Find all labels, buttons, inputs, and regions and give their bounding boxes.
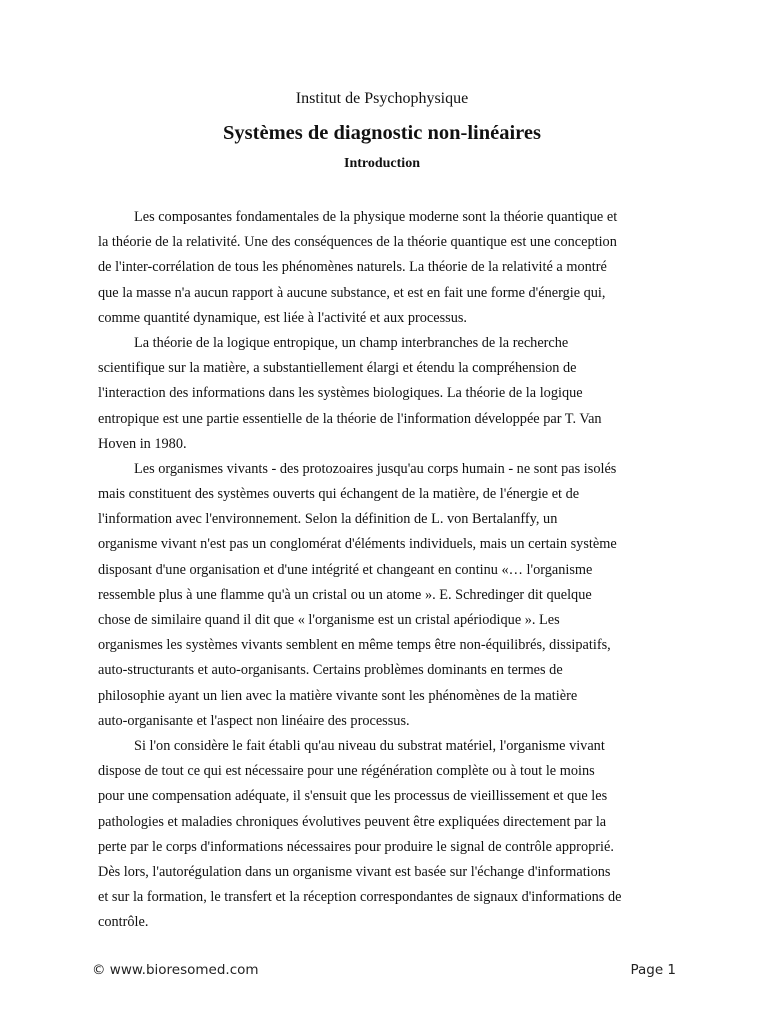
body-text [98, 205, 668, 935]
text-line: chose de similaire quand il dit que « l'organisme est un cristal apériodique ». Les [98, 612, 560, 628]
paragraph-2 [98, 331, 668, 457]
text-line: Si l'on considère le fait établi qu'au niveau du substrat matériel, l'organisme vivant [134, 737, 605, 754]
text-line: auto-organisante et l'aspect non linéaire des processus. [98, 712, 410, 729]
text-line: pathologies et maladies chroniques évolutives peuvent être expliquées directement par la [98, 813, 607, 830]
paragraph-4 [98, 734, 668, 936]
text-line: auto-structurants et auto-organisants. Certains problèmes dominants en termes de [98, 662, 563, 679]
text-line: disposant d'une organisation et d'une intégrité et changeant en continu «… l'organisme [98, 561, 593, 578]
text-line: comme quantité dynamique, est liée à l'activité et aux processus. [98, 309, 468, 326]
text-line: ressemble plus à une flamme qu'à un cristal ou un atome ». E. Schredinger dit quelque [98, 586, 592, 603]
text-line: la théorie de la relativité. Une des conséquences de la théorie quantique est une conception [98, 234, 617, 251]
text-line: l'information avec l'environnement. Selon la définition de L. von Bertalanffy, un [98, 511, 558, 528]
section-heading: Introduction [344, 156, 420, 171]
text-line: Dès lors, l'autorégulation dans un organisme vivant est basée sur l'échange d'informations [98, 863, 611, 880]
text-line: Les composantes fondamentales de la physique moderne sont la théorie quantique et [134, 209, 618, 225]
text-line: mais constituent des systèmes ouverts qui échangent de la matière, de l'énergie et de [98, 486, 580, 503]
text-line: l'interaction des informations dans les systèmes biologiques. La théorie de la logique [98, 385, 583, 402]
text-line: scientifique sur la matière, a substantiellement élargi et étendu la compréhension de [98, 360, 577, 377]
text-line: que la masse n'a aucun rapport à aucune substance, et est en fait une forme d'énergie qui, [98, 284, 606, 301]
text-line: pour une compensation adéquate, il s'ensuit que les processus de vieillissement et que les [98, 788, 608, 805]
text-line: de l'inter-corrélation de tous les phénomènes naturels. La théorie de la relativité a montré [98, 259, 607, 276]
text-line: dispose de tout ce qui est nécessaire pour une régénération complète ou à tout le moins [98, 763, 595, 780]
paragraph-1 [98, 205, 668, 331]
text-line: Hoven in 1980. [98, 435, 187, 452]
page-number: Page 1 [630, 962, 676, 978]
text-line: perte par le corps d'informations nécessaires pour produire le signal de contrôle approprié. [98, 838, 614, 855]
text-line: philosophie ayant un lien avec la matière vivante sont les phénomènes de la matière [98, 687, 578, 704]
text-line: Les organismes vivants - des protozoaires jusqu'au corps humain - ne sont pas isolés [134, 460, 617, 477]
text-line: organisme vivant n'est pas un conglomérat d'éléments individuels, mais un certain système [98, 536, 617, 553]
text-line: et sur la formation, le transfert et la réception correspondantes de signaux d'informations de [98, 889, 622, 906]
document-title: Systèmes de diagnostic non-linéaires [223, 122, 541, 144]
text-line: contrôle. [98, 914, 149, 931]
footer-copyright: © www.bioresomed.com [92, 962, 259, 978]
text-line: organismes les systèmes vivants semblent en même temps être non-équilibrés, dissipatifs, [98, 637, 611, 654]
institute-name: Institut de Psychophysique [295, 90, 469, 107]
text-line: La théorie de la logique entropique, un champ interbranches de la recherche [134, 334, 569, 351]
text-line: entropique est une partie essentielle de la théorie de l'information développée par T. Van [98, 410, 602, 427]
paragraph-3 [98, 457, 668, 734]
